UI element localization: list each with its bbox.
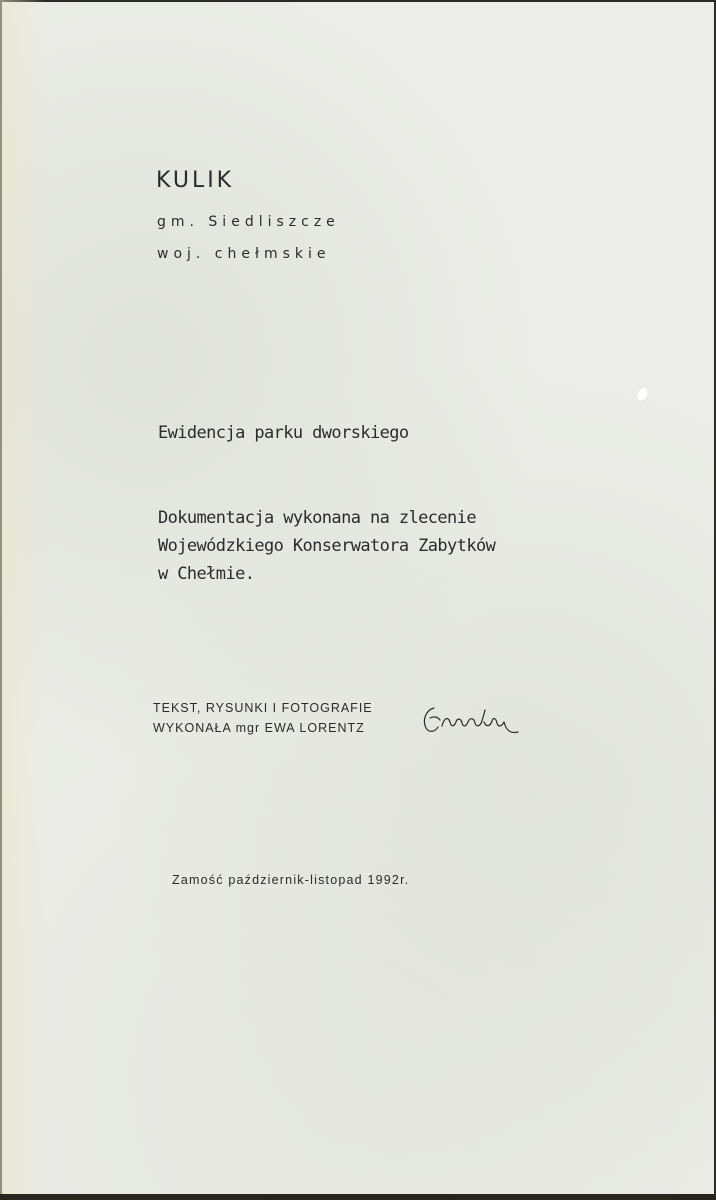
- credits-line-1: TEKST, RYSUNKI I FOTOGRAFIE: [153, 701, 373, 715]
- document-title: KULIK: [156, 168, 235, 193]
- paper-edge-shading: [0, 0, 46, 1200]
- wojewodztwo-line: woj. chełmskie: [157, 246, 331, 262]
- scan-bottom-edge: [0, 1194, 716, 1200]
- place-and-date: Zamość październik-listopad 1992r.: [172, 873, 410, 887]
- document-heading: Ewidencja parku dworskiego: [158, 423, 409, 443]
- commission-line-1: Dokumentacja wykonana na zlecenie: [158, 508, 476, 528]
- paper-speck: [635, 387, 649, 403]
- credits-line-2: WYKONAŁA mgr EWA LORENTZ: [153, 721, 365, 735]
- commission-line-2: Wojewódzkiego Konserwatora Zabytków: [158, 536, 496, 556]
- commission-line-3: w Chełmie.: [158, 564, 255, 584]
- handwritten-signature: [420, 700, 522, 742]
- gmina-line: gm. Siedliszcze: [157, 214, 340, 230]
